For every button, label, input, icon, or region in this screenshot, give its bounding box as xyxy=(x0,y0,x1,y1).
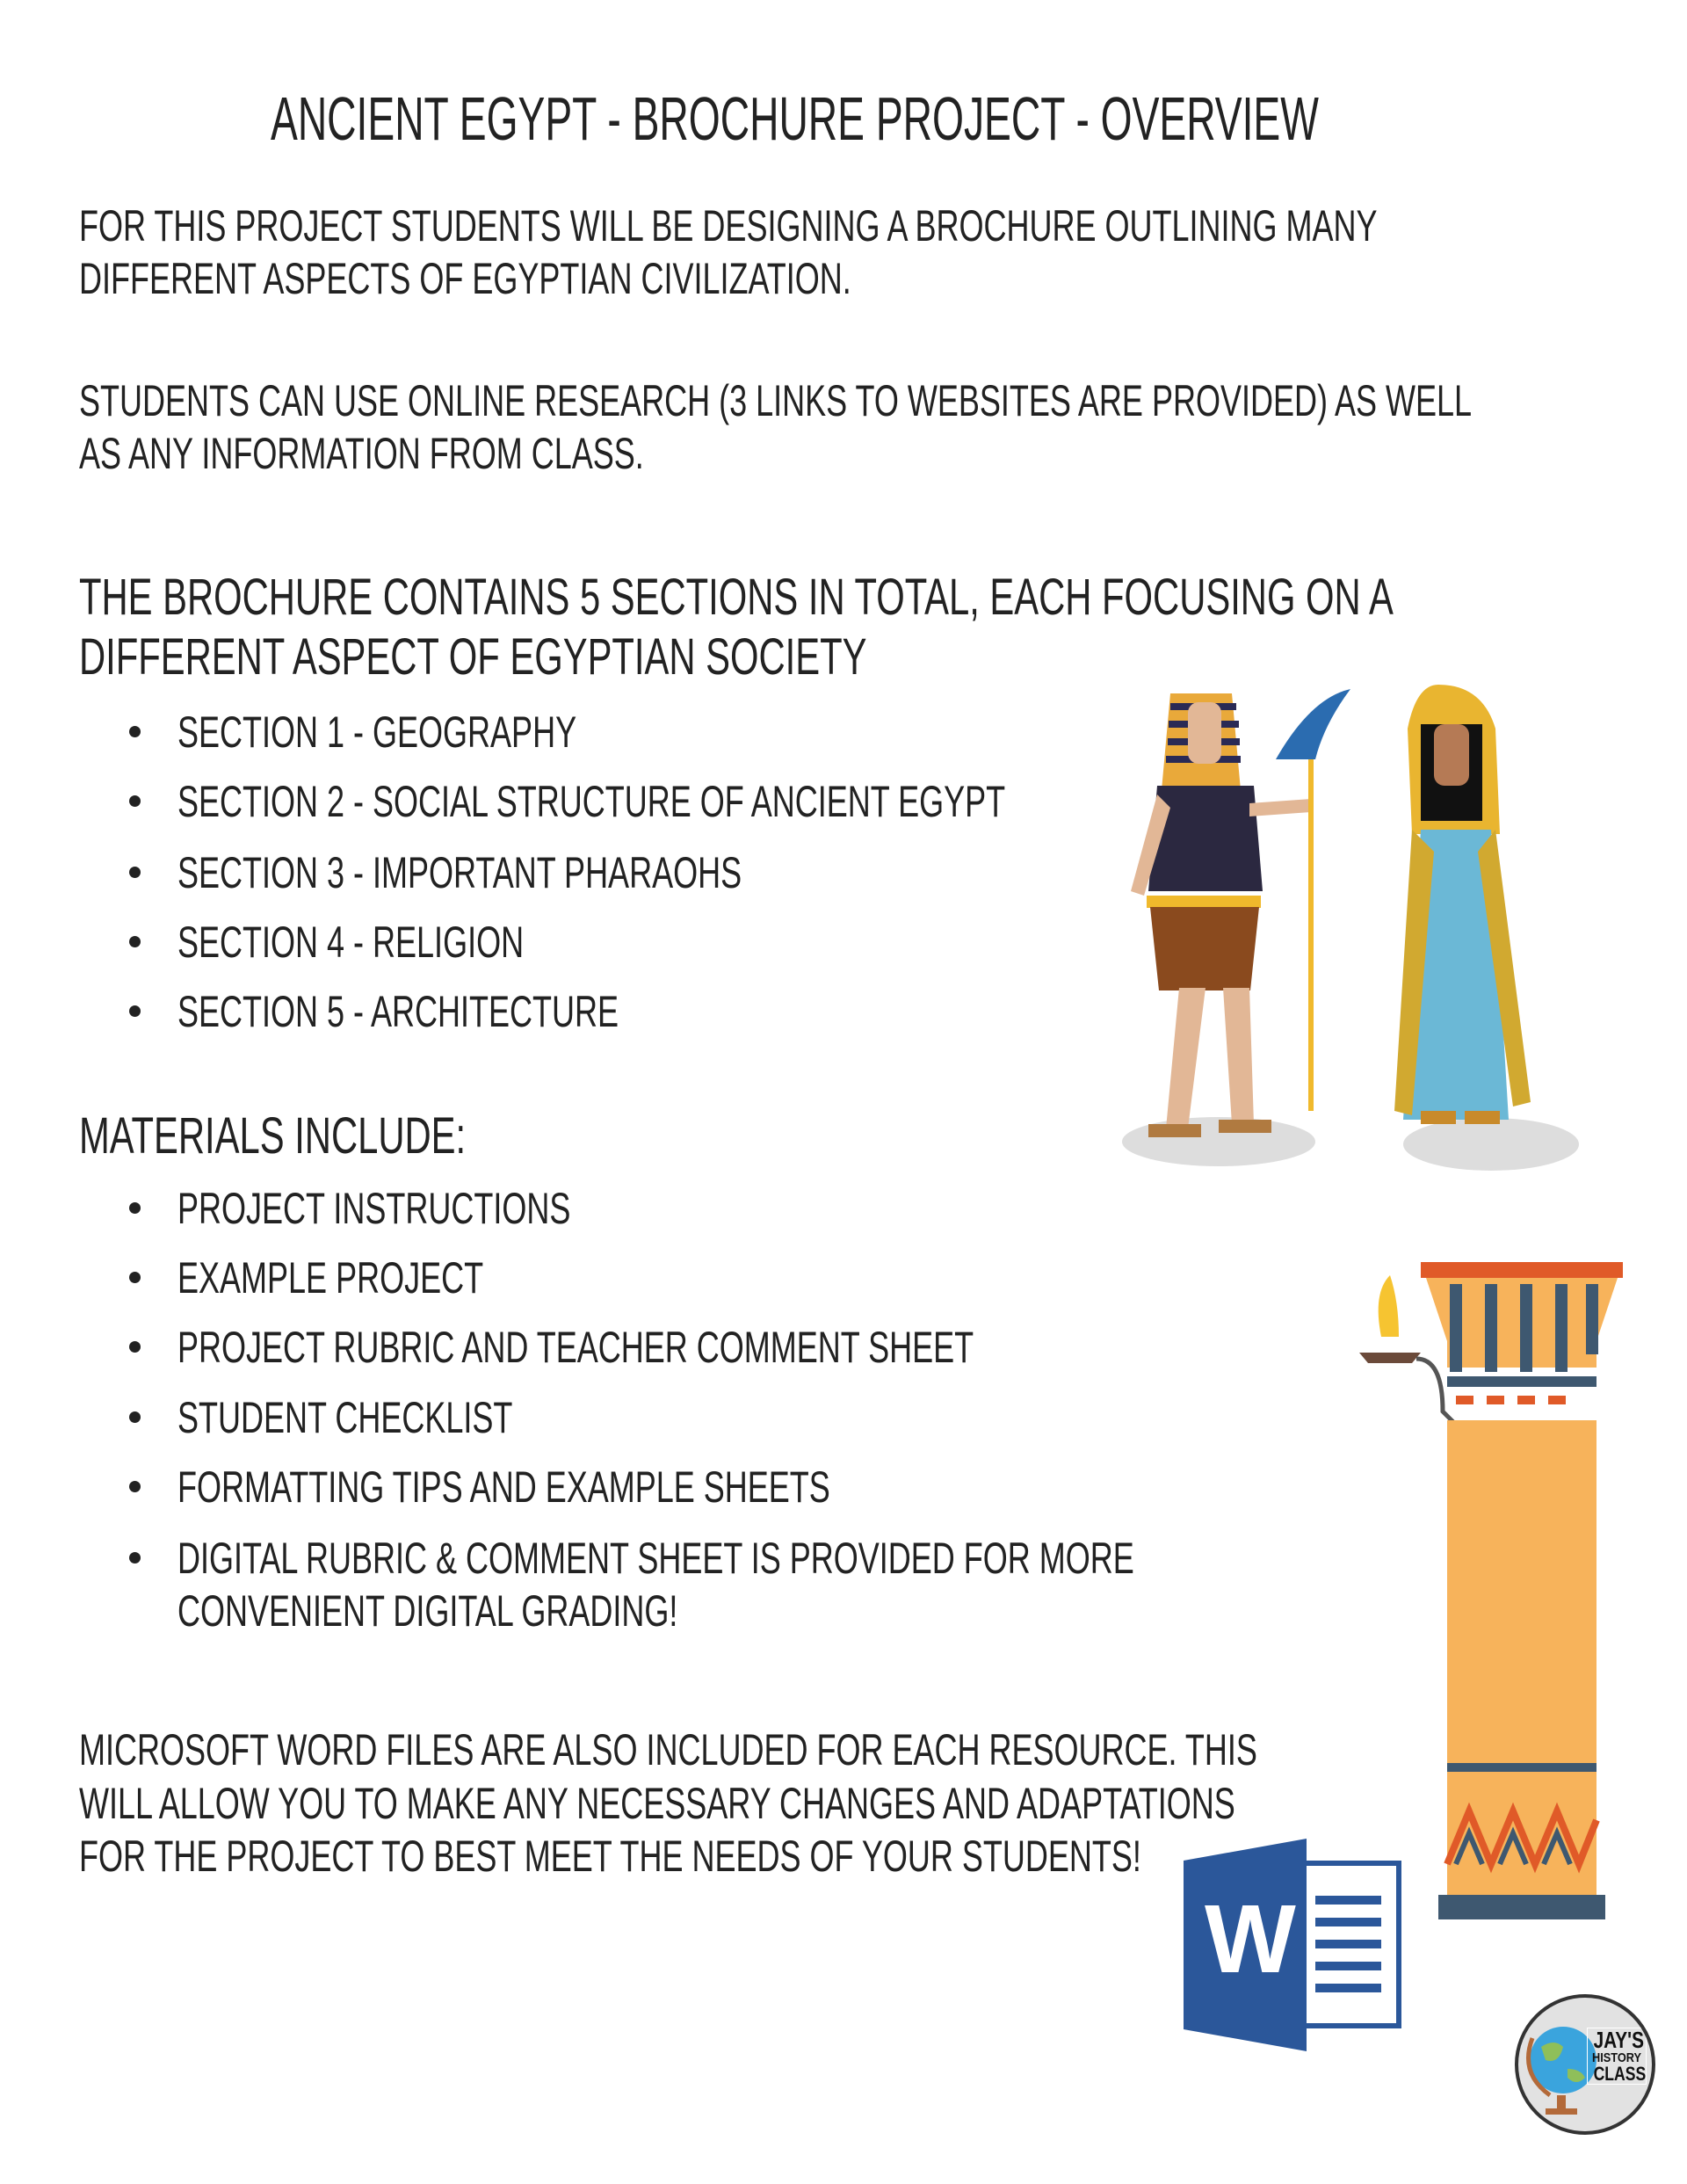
research-line-2: AS ANY INFORMATION FROM CLASS. xyxy=(79,429,644,478)
jays-history-class-logo xyxy=(1515,1994,1655,2135)
word-note-line-3: FOR THE PROJECT TO BEST MEET THE NEEDS OF YOUR STUDENTS! xyxy=(79,1832,1141,1881)
bullet xyxy=(129,1481,141,1492)
word-icon xyxy=(1184,1839,1401,2051)
list-item: SECTION 5 - ARCHITECTURE xyxy=(177,987,619,1036)
logo-line-1: JAY'S xyxy=(1593,2027,1644,2053)
bullet xyxy=(129,795,141,807)
bullet xyxy=(129,1005,141,1017)
materials-heading: MATERIALS INCLUDE: xyxy=(79,1107,467,1165)
word-note-line-1: MICROSOFT WORD FILES ARE ALSO INCLUDED FOR EACH RESOURCE. THIS xyxy=(79,1725,1257,1774)
list-item: PROJECT RUBRIC AND TEACHER COMMENT SHEET xyxy=(177,1323,974,1372)
logo-line-2: HISTORY xyxy=(1592,2050,1641,2065)
intro-line-1: FOR THIS PROJECT STUDENTS WILL BE DESIGNING A BROCHURE OUTLINING MANY xyxy=(79,201,1378,250)
list-item: EXAMPLE PROJECT xyxy=(177,1253,484,1302)
egyptian-column-illustration xyxy=(1359,1249,1624,1930)
list-item: DIGITAL RUBRIC & COMMENT SHEET IS PROVIDED FOR MORE xyxy=(177,1534,1134,1583)
bullet xyxy=(129,867,141,878)
bullet xyxy=(129,726,141,737)
list-item: SECTION 2 - SOCIAL STRUCTURE OF ANCIENT EGYPT xyxy=(177,777,1006,826)
word-note-line-2: WILL ALLOW YOU TO MAKE ANY NECESSARY CHANGES AND ADAPTATIONS xyxy=(79,1779,1235,1828)
research-line-1: STUDENTS CAN USE ONLINE RESEARCH (3 LINKS TO WEBSITES ARE PROVIDED) AS WELL xyxy=(79,376,1473,425)
list-item: STUDENT CHECKLIST xyxy=(177,1393,513,1442)
list-item: SECTION 3 - IMPORTANT PHARAOHS xyxy=(177,848,742,897)
sections-heading-line-1: THE BROCHURE CONTAINS 5 SECTIONS IN TOTAL, EACH FOCUSING ON A xyxy=(79,569,1394,626)
bullet xyxy=(129,1411,141,1423)
list-item: SECTION 4 - RELIGION xyxy=(177,918,525,967)
intro-line-2: DIFFERENT ASPECTS OF EGYPTIAN CIVILIZATION. xyxy=(79,254,851,303)
list-item: SECTION 1 - GEOGRAPHY xyxy=(177,707,577,757)
bullet xyxy=(129,1341,141,1353)
list-item: FORMATTING TIPS AND EXAMPLE SHEETS xyxy=(177,1462,830,1512)
word-icon-letter: W xyxy=(1205,1885,1296,1993)
list-item: PROJECT INSTRUCTIONS xyxy=(177,1184,571,1233)
bullet xyxy=(129,1202,141,1214)
page-title: ANCIENT EGYPT - BROCHURE PROJECT - OVERVIEW xyxy=(271,84,1319,153)
bullet xyxy=(129,1552,141,1564)
sections-heading-line-2: DIFFERENT ASPECT OF EGYPTIAN SOCIETY xyxy=(79,628,867,686)
list-item-continued: CONVENIENT DIGITAL GRADING! xyxy=(177,1586,678,1636)
logo-line-3: CLASS xyxy=(1593,2063,1647,2085)
pharaoh-queen-illustration xyxy=(1096,680,1596,1181)
bullet xyxy=(129,936,141,947)
bullet xyxy=(129,1272,141,1283)
